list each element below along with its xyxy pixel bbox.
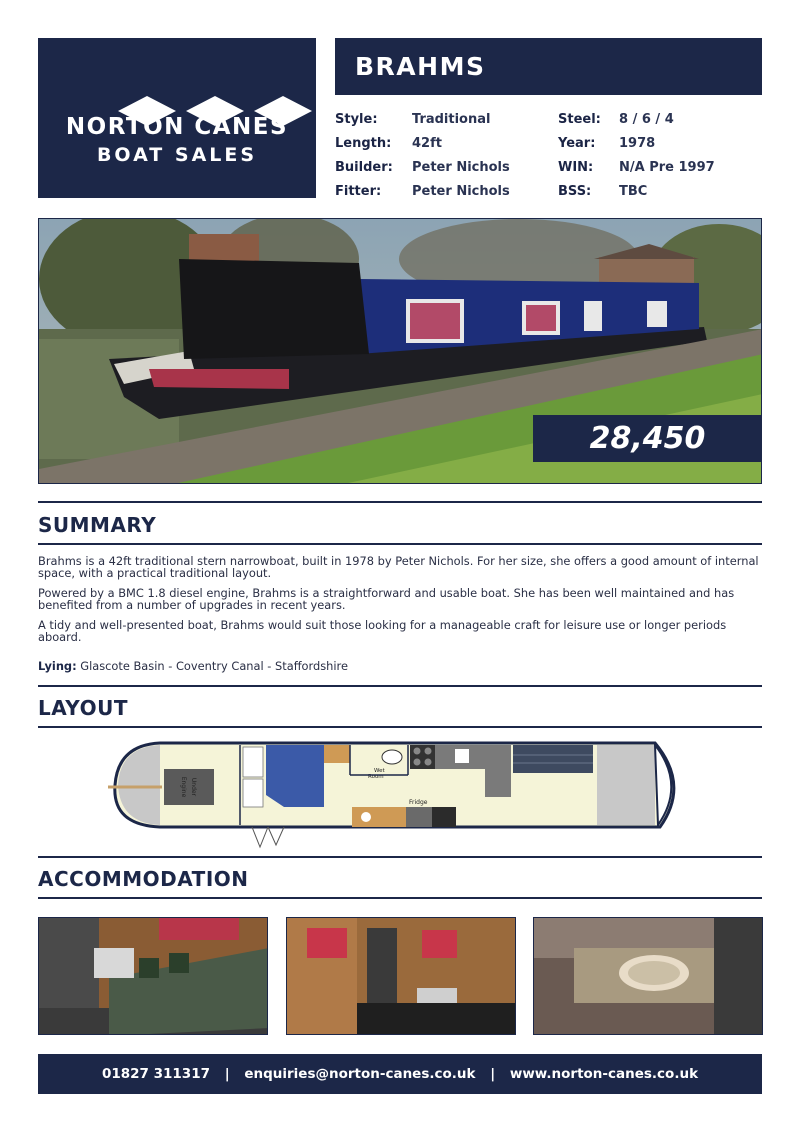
logo-line-2: BOAT SALES [96,144,258,166]
layout-heading: LAYOUT [38,696,128,720]
galley-photo [286,917,516,1035]
wet-room-photo [533,917,763,1035]
summary-paragraph: A tidy and well-presented boat, Brahms would suit those looking for a manageable craft for leisure use or longer periods aboard. [38,618,727,644]
spec-label: Builder: [335,160,393,175]
logo-line-1: NORTON CANES [65,114,289,140]
divider [38,897,762,899]
spec-label: BSS: [558,184,592,199]
fridge-label: Fridge [409,799,428,806]
boat-layout-plan [100,735,700,857]
boat-title-bar [335,38,762,95]
spec-value: Peter Nichols [412,160,510,175]
spec-label: WIN: [558,160,594,175]
price-badge: 28,450 [533,415,762,462]
spec-label: Year: [558,136,596,151]
divider [38,856,762,858]
spec-label: Fitter: [335,184,382,199]
website-link[interactable]: www.norton-canes.co.uk [509,1066,699,1082]
phone-number[interactable]: 01827 311317 [101,1066,210,1082]
divider [38,501,762,503]
spec-label: Length: [335,136,392,151]
boat-name: BRAHMS [355,52,486,81]
email-link[interactable]: enquiries@norton-canes.co.uk [244,1066,476,1082]
summary-paragraph: Brahms is a 42ft traditional stern narrowboat, built in 1978 by Peter Nichols. For her size, she offers a good amount of internal space, with a practical traditional layout. [38,554,759,580]
contact-footer [38,1054,762,1094]
footer-separator: | [224,1066,230,1082]
engine-label: Engine [180,776,187,798]
lying-location [38,659,348,673]
accommodation-heading: ACCOMMODATION [38,867,249,891]
company-logo [38,38,316,198]
spec-value: N/A Pre 1997 [619,160,715,175]
lying-label: Lying: [38,659,77,673]
divider [38,543,762,545]
spec-value: TBC [619,184,648,199]
divider [38,685,762,687]
spec-value: 1978 [619,136,656,151]
summary-paragraph: Powered by a BMC 1.8 diesel engine, Brahms is a straightforward and usable boat. She has been well maintained and has benefited from a number of upgrades in recent years. [38,586,735,612]
divider [38,726,762,728]
spec-label: Style: [335,112,378,127]
engine-label: Under [190,777,197,797]
spec-value: Traditional [412,112,491,127]
spec-label: Steel: [558,112,601,127]
spec-value: 8 / 6 / 4 [619,112,674,127]
wet-room-label: Room [368,774,384,780]
saloon-photo [38,917,268,1035]
summary-heading: SUMMARY [38,513,157,537]
spec-value: Peter Nichols [412,184,510,199]
wet-room-label: Wet [374,768,385,774]
spec-value: 42ft [412,136,442,151]
footer-separator: | [490,1066,496,1082]
lying-value: Glascote Basin - Coventry Canal - Staffordshire [80,659,348,673]
